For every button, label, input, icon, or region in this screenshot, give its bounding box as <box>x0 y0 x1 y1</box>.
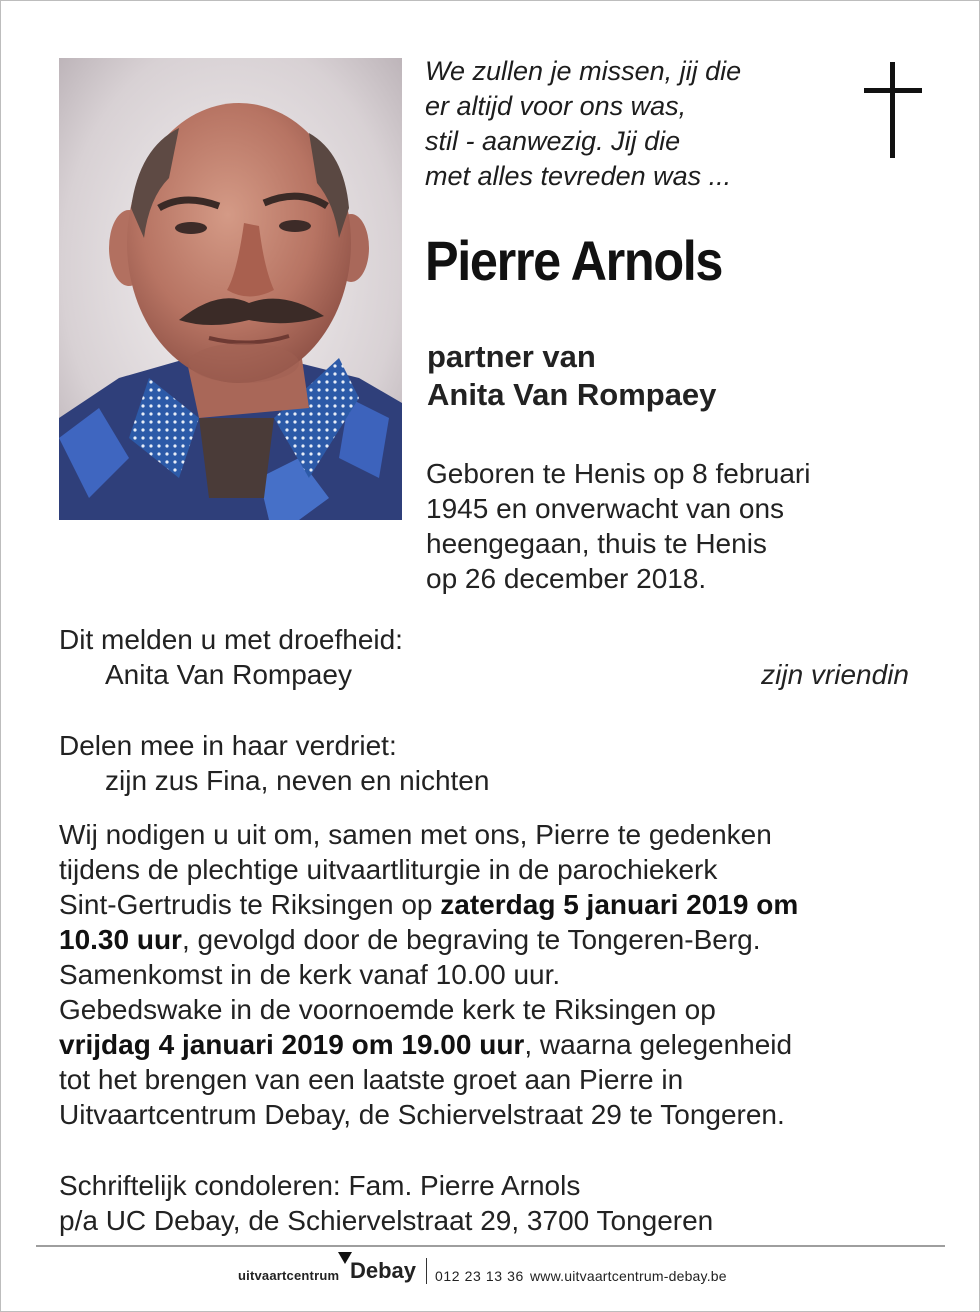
wake-date: vrijdag 4 januari 2019 om 19.00 uur <box>59 1029 525 1060</box>
announce-intro: Dit melden u met droefheid: <box>59 624 403 655</box>
cross-icon <box>864 62 922 158</box>
condolence-address: p/a UC Debay, de Schiervelstraat 29, 3700 Tongeren <box>59 1205 714 1236</box>
poem-line: stil - aanwezig. Jij die <box>425 126 681 156</box>
footer <box>0 1252 980 1292</box>
share-intro: Delen mee in haar verdriet: <box>59 730 397 761</box>
info-line: heengegaan, thuis te Henis <box>426 528 767 559</box>
ceremony-line <box>59 1027 792 1062</box>
ceremony-text: , gevolgd door de begraving te Tongeren-Berg. <box>181 924 761 955</box>
ceremony-line <box>59 887 798 922</box>
ceremony-line: Wij nodigen u uit om, samen met ons, Pierre te gedenken <box>59 819 772 850</box>
deceased-name: Pierre Arnols <box>425 229 723 292</box>
birth-death-info <box>426 456 810 596</box>
ceremony-time: 10.30 uur <box>59 924 182 955</box>
ceremony-line <box>59 922 761 957</box>
ceremony-line: tot het brengen van een laatste groet aan Pierre in <box>59 1064 684 1095</box>
announce-name: Anita Van Rompaey <box>105 659 352 690</box>
footer-website[interactable]: www.uitvaartcentrum-debay.be <box>530 1268 727 1284</box>
poem-line: We zullen je missen, jij die <box>425 56 742 86</box>
poem-line: met alles tevreden was ... <box>425 161 732 191</box>
info-line: 1945 en onverwacht van ons <box>426 493 785 524</box>
brand-label: uitvaartcentrum <box>238 1268 340 1283</box>
announce-relation: zijn vriendin <box>761 659 909 690</box>
ceremony-line: tijdens de plechtige uitvaartliturgie in de parochiekerk <box>59 854 718 885</box>
share-line: zijn zus Fina, neven en nichten <box>105 765 490 796</box>
partner-name: Anita Van Rompaey <box>427 377 717 412</box>
footer-phone: 012 23 13 36 <box>435 1268 524 1284</box>
partner-label: partner van <box>427 339 596 374</box>
ceremony-date: zaterdag 5 januari 2019 om <box>440 889 799 920</box>
condolence-line: Schriftelijk condoleren: Fam. Pierre Arnols <box>59 1170 581 1201</box>
ceremony-text: Sint-Gertrudis te Riksingen op <box>59 889 441 920</box>
info-line: Geboren te Henis op 8 februari <box>426 458 811 489</box>
footer-separator <box>426 1258 427 1284</box>
poem <box>425 54 845 194</box>
ceremony-text: , waarna gelegenheid <box>524 1029 793 1060</box>
footer-divider <box>36 1245 945 1247</box>
ceremony-line: Gebedswake in de voornoemde kerk te Riksingen op <box>59 994 716 1025</box>
portrait-photo <box>59 58 402 520</box>
info-line: op 26 december 2018. <box>426 563 707 594</box>
brand-name: Debay <box>350 1258 417 1283</box>
poem-line: er altijd voor ons was, <box>425 91 687 121</box>
ceremony-line: Uitvaartcentrum Debay, de Schiervelstraat 29 te Tongeren. <box>59 1099 785 1130</box>
ceremony-line: Samenkomst in de kerk vanaf 10.00 uur. <box>59 959 561 990</box>
partner-block <box>427 338 716 414</box>
